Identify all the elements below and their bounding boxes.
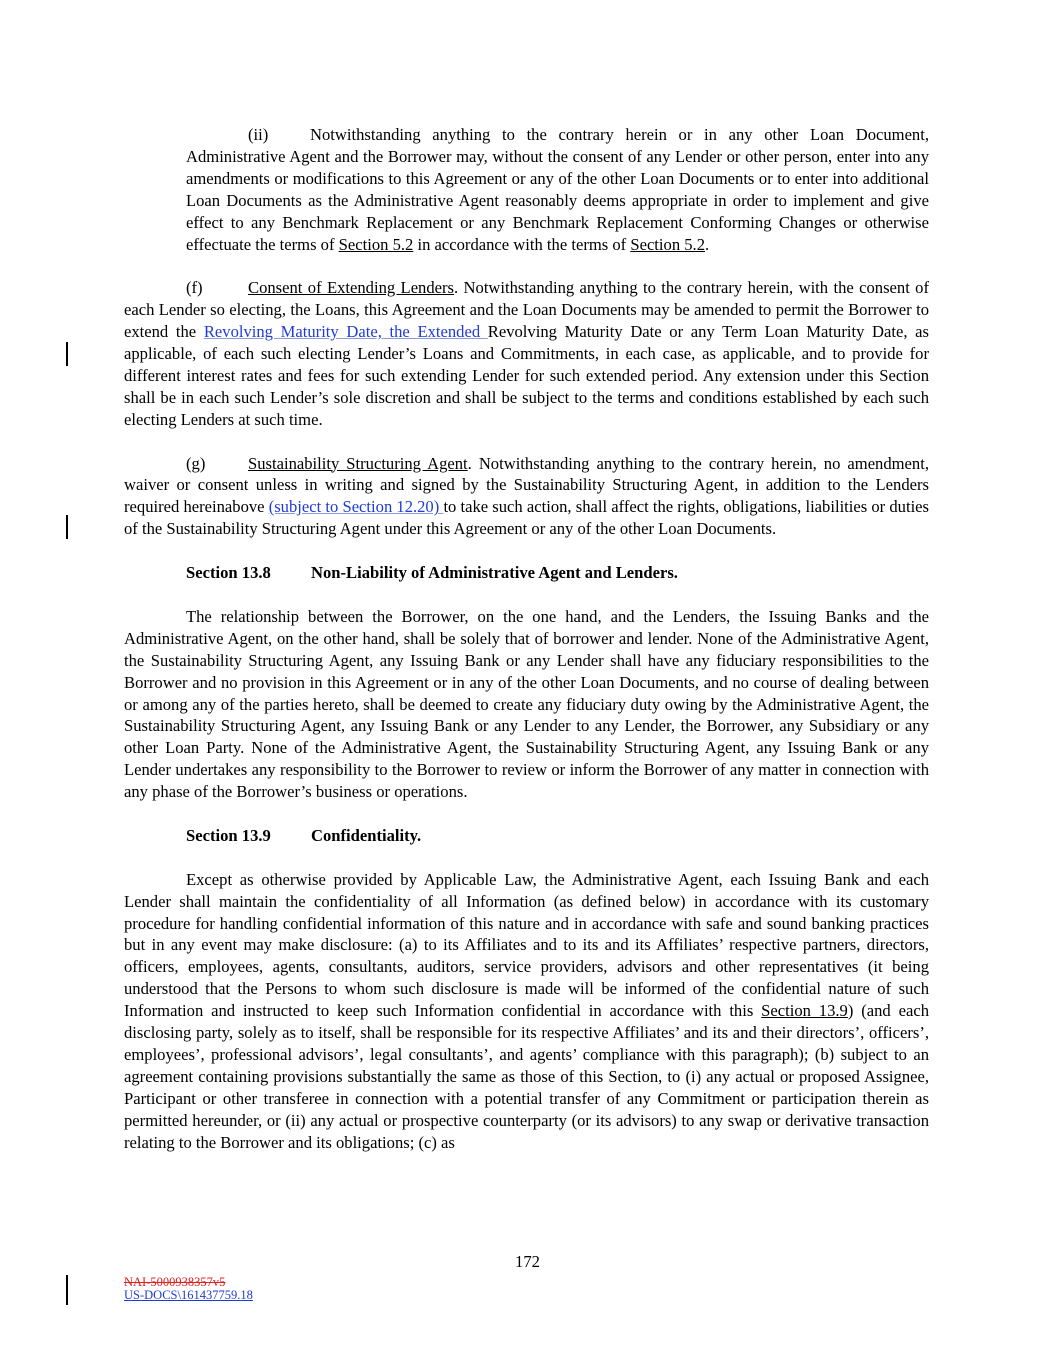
change-bar: [66, 342, 68, 366]
section-number: Section 13.8: [186, 563, 271, 583]
document-page: [124, 124, 929, 1154]
paragraph-ii: (ii) Notwithstanding anything to the contrary herein or in any other Loan Document, Administrative Agent and the Borrower may, without the consent of any Lender or other person, enter into any amendments or modifications to this Agreement or any of the other Loan Documents or to enter into additional Loan Documents as the Administrative Agent reasonably deems appropriate in order to implement and give effect to any Benchmark Replacement or any Benchmark Replacement Conforming Changes or otherwise effectuate the terms of Section 5.2 in accordance with the terms of Section 5.2.: [186, 125, 929, 254]
paragraph-title: Consent of Extending Lenders: [248, 278, 455, 298]
section-title: Non-Liability of Administrative Agent and Lenders.: [311, 563, 678, 583]
document-footer: [124, 1276, 253, 1301]
section-heading-13-9: [186, 825, 929, 847]
section-title: Confidentiality.: [311, 825, 422, 845]
section-reference: Section 5.2: [338, 234, 414, 254]
paragraph-g: (g) Sustainability Structuring Agent. Notwithstanding anything to the contrary herein, no amendment, waiver or consent unless in writing and signed by the Sustainability Structuring Agent, in addition to the Lenders required hereinabove (subject to Section 12.20) to take such action, shall affect the rights, obligations, liabilities or duties of the Sustainability Structuring Agent under this Agreement or any of the other Loan Documents.: [124, 453, 930, 539]
section-13-8-body: The relationship between the Borrower, on the one hand, and the Lenders, the Issuing Banks and the Administrative Agent, on the other hand, shall be solely that of borrower and lender. None of the Administrative Agent, the Sustainability Structuring Agent, any Issuing Bank or any Lender shall have any fiduciary responsibilities to the Borrower and no provision in this Agreement or in any of the other Loan Documents, and no course of dealing between or among any of the parties hereto, shall be deemed to create any fiduciary duty owing by the Administrative Agent, the Sustainability Structuring Agent, any Issuing Bank or any Lender to any Lender, the Borrower, any Subsidiary or any other Loan Party. None of the Administrative Agent, the Sustainability Structuring Agent, any Issuing Bank or any Lender undertakes any responsibility to the Borrower to review or inform the Borrower of any matter in connection with any phase of the Borrower’s business or operations.: [124, 606, 929, 802]
deleted-document-id: NAI-5000938357v5: [124, 1275, 226, 1289]
section-reference: Section 13.9: [761, 1001, 848, 1021]
section-number: Section 13.9: [186, 825, 271, 845]
item-label: (f): [186, 278, 203, 298]
page-number: 172: [515, 1252, 540, 1271]
paragraph-f: (f) Consent of Extending Lenders. Notwithstanding anything to the contrary herein, with the consent of each Lender so electing, the Loans, this Agreement and the Loan Documents may be amended to permit the Borrower to extend the Revolving Maturity Date, the Extended Revolving Maturity Date or any Term Loan Maturity Date, as applicable, of each such electing Lender’s Loans and Commitments, in each case, as applicable, and to provide for different interest rates and fees for such extending Lender for such extended period. Any extension under this Section shall be in each such Lender’s sole discretion and shall be subject to the terms and conditions established by each such electing Lenders at such time.: [124, 278, 930, 429]
change-bar: [66, 515, 68, 539]
section-reference: Section 5.2: [630, 234, 706, 254]
item-label: (ii): [248, 125, 269, 144]
inserted-document-id: US-DOCS\161437759.18: [124, 1287, 253, 1302]
paragraph-title: Sustainability Structuring Agent: [248, 453, 468, 473]
change-bar: [66, 1275, 68, 1305]
section-heading-13-8: [186, 562, 929, 584]
inserted-text[interactable]: Revolving Maturity Date, the Extended: [203, 322, 488, 342]
item-label: (g): [186, 453, 206, 473]
section-13-9-body: Except as otherwise provided by Applicable Law, the Administrative Agent, each Issuing Bank and each Lender shall maintain the confidentiality of all Information (as defined below) in accordance with its customary procedure for handling confidential information of this nature and in accordance with safe and sound banking practices but in any event may make disclosure: (a) to its Affiliates and to its and its Affiliates’ respective partners, directors, officers, employees, agents, consultants, auditors, service providers, advisors and other representatives (it being understood that the Persons to whom such disclosure is made will be informed of the confidential nature of such Information and instructed to keep such Information confidential in accordance with this Section 13.9) (and each disclosing party, solely as to itself, shall be responsible for its respective Affiliates’ and its and their directors’, officers’, employees’, professional advisors’, legal consultants’, and agents’ compliance with this paragraph); (b) subject to an agreement containing provisions substantially the same as those of this Section, to (i) any actual or proposed Assignee, Participant or other transferee in connection with a potential transfer of any Commitment or participation therein as permitted hereunder, or (ii) any actual or prospective counterparty (or its advisors) to any swap or derivative transaction relating to the Borrower and its obligations; (c) as: [124, 869, 929, 1152]
inserted-text[interactable]: (subject to Section 12.20): [268, 497, 444, 517]
